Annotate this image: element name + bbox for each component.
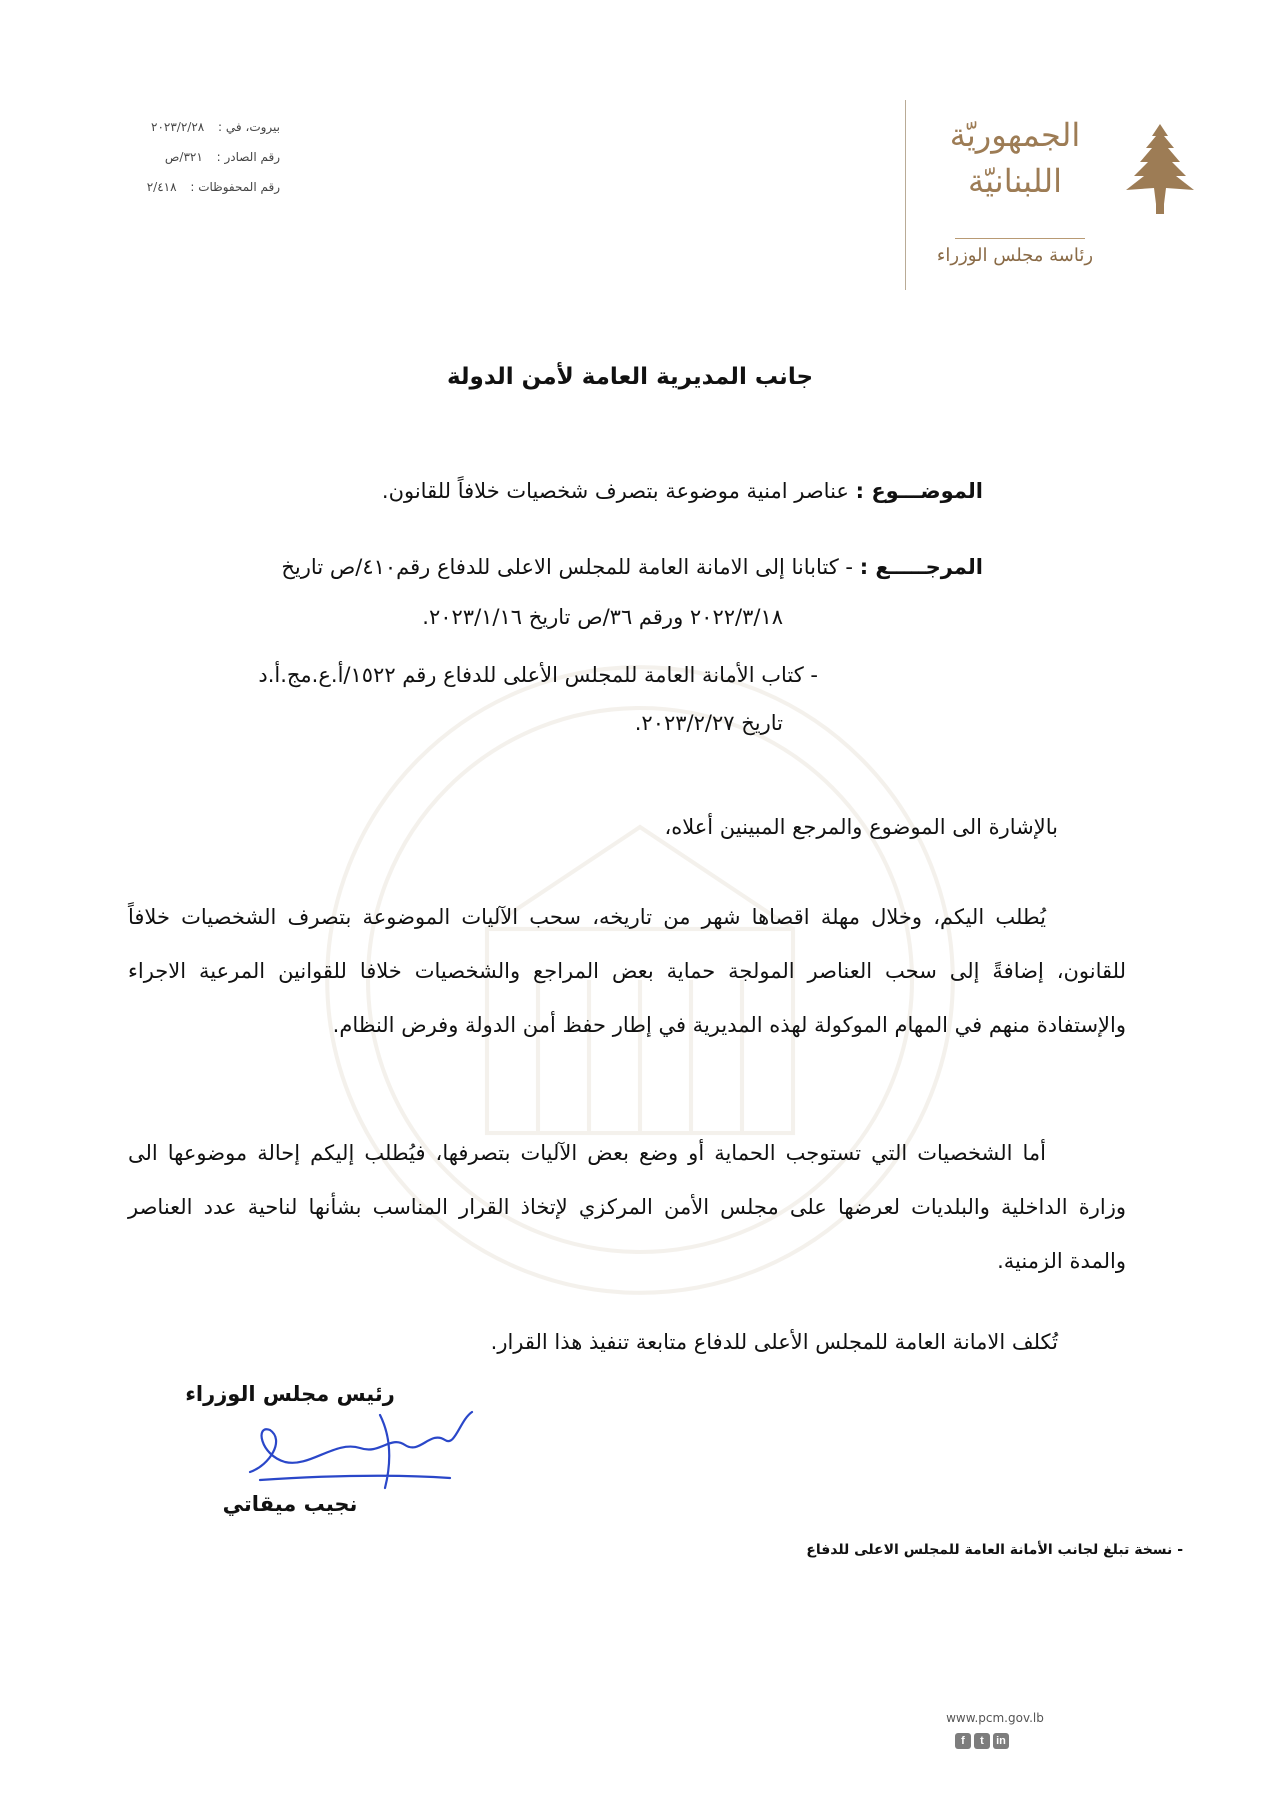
cc-line: - نسخة تبلغ لجانب الأمانة العامة للمجلس الاعلى للدفاع bbox=[806, 1542, 1183, 1558]
signatory-title: رئيس مجلس الوزراء bbox=[185, 1382, 395, 1406]
reference-line-2: ٢٠٢٢/٣/١٨ ورقم ٣٦/ص تاريخ ٢٠٢٣/١/١٦. bbox=[422, 605, 783, 629]
meta-archive-value: ٢/٤١٨ bbox=[146, 180, 177, 194]
meta-outgoing-value: ٣٢١/ص bbox=[164, 150, 203, 164]
emblem-subtitle: رئاسة مجلس الوزراء bbox=[936, 245, 1094, 266]
meta-date-label: بيروت، في : bbox=[218, 120, 280, 134]
emblem-title bbox=[930, 112, 1100, 204]
meta-outgoing-label: رقم الصادر : bbox=[216, 150, 280, 164]
reference-line-1 bbox=[281, 552, 983, 582]
emblem-rule bbox=[955, 238, 1085, 239]
reference-label: المرجـــــع : bbox=[859, 555, 983, 579]
document-meta bbox=[80, 112, 280, 202]
letterhead-divider bbox=[905, 100, 906, 290]
paragraph-1: يُطلب اليكم، وخلال مهلة اقصاها شهر من تاريخه، سحب الآليات الموضوعة بتصرف الشخصيات خلافاً للقانون، إضافةً إلى سحب العناصر المولجة حماية بعض المراجع والشخصيات خلافا للقوانين المرعية الاجراء والإستفادة منهم في المهام الموكولة لهذه المديرية في إطار حفظ أمن الدولة وفرض النظام. bbox=[128, 905, 1126, 1037]
footer-url-link[interactable]: www.pcm.gov.lb bbox=[946, 1711, 1044, 1725]
reference-line-4: تاريخ ٢٠٢٣/٢/٢٧. bbox=[634, 711, 783, 735]
facebook-icon[interactable]: f bbox=[955, 1733, 971, 1749]
meta-date-value: ٢٠٢٣/٢/٢٨ bbox=[151, 120, 205, 134]
signatory-name: نجيب ميقاتي bbox=[222, 1492, 358, 1516]
subject-text: عناصر امنية موضوعة بتصرف شخصيات خلافاً للقانون. bbox=[381, 479, 849, 503]
meta-outgoing-number bbox=[80, 142, 280, 172]
paragraph-3: تُكلف الامانة العامة للمجلس الأعلى للدفاع متابعة تنفيذ هذا القرار. bbox=[490, 1330, 1058, 1354]
linkedin-icon[interactable]: in bbox=[993, 1733, 1009, 1749]
meta-date bbox=[80, 112, 280, 142]
emblem-title-line2: اللبنانيّة bbox=[967, 162, 1062, 200]
meta-archive-number bbox=[80, 172, 280, 202]
emblem-title-line1: الجمهوريّة bbox=[949, 116, 1081, 154]
subject-label: الموضـــوع : bbox=[855, 479, 983, 503]
reference-text-1: - كتابانا إلى الامانة العامة للمجلس الاعلى للدفاع رقم٤١٠/ص تاريخ bbox=[281, 555, 853, 579]
reference-line-3: - كتاب الأمانة العامة للمجلس الأعلى للدفاع رقم ١٥٢٢/أ.ع.مج.أ.د bbox=[258, 663, 818, 687]
recipient-heading: جانب المديرية العامة لأمن الدولة bbox=[446, 364, 814, 390]
handwritten-signature bbox=[240, 1400, 490, 1495]
meta-archive-label: رقم المحفوظات : bbox=[190, 180, 280, 194]
twitter-icon[interactable]: t bbox=[974, 1733, 990, 1749]
intro-line: بالإشارة الى الموضوع والمرجع المبينين أعلاه، bbox=[664, 815, 1058, 839]
social-icons bbox=[955, 1733, 1009, 1751]
paragraph-2: أما الشخصيات التي تستوجب الحماية أو وضع بعض الآليات بتصرفها، فيُطلب إليكم إحالة موضوعها الى وزارة الداخلية والبلديات لعرضها على مجلس الأمن المركزي لإتخاذ القرار المناسب بشأنها لناحية عدد العناصر والمدة الزمنية. bbox=[128, 1141, 1126, 1273]
cedar-icon bbox=[1110, 118, 1210, 218]
subject-line bbox=[382, 476, 983, 506]
